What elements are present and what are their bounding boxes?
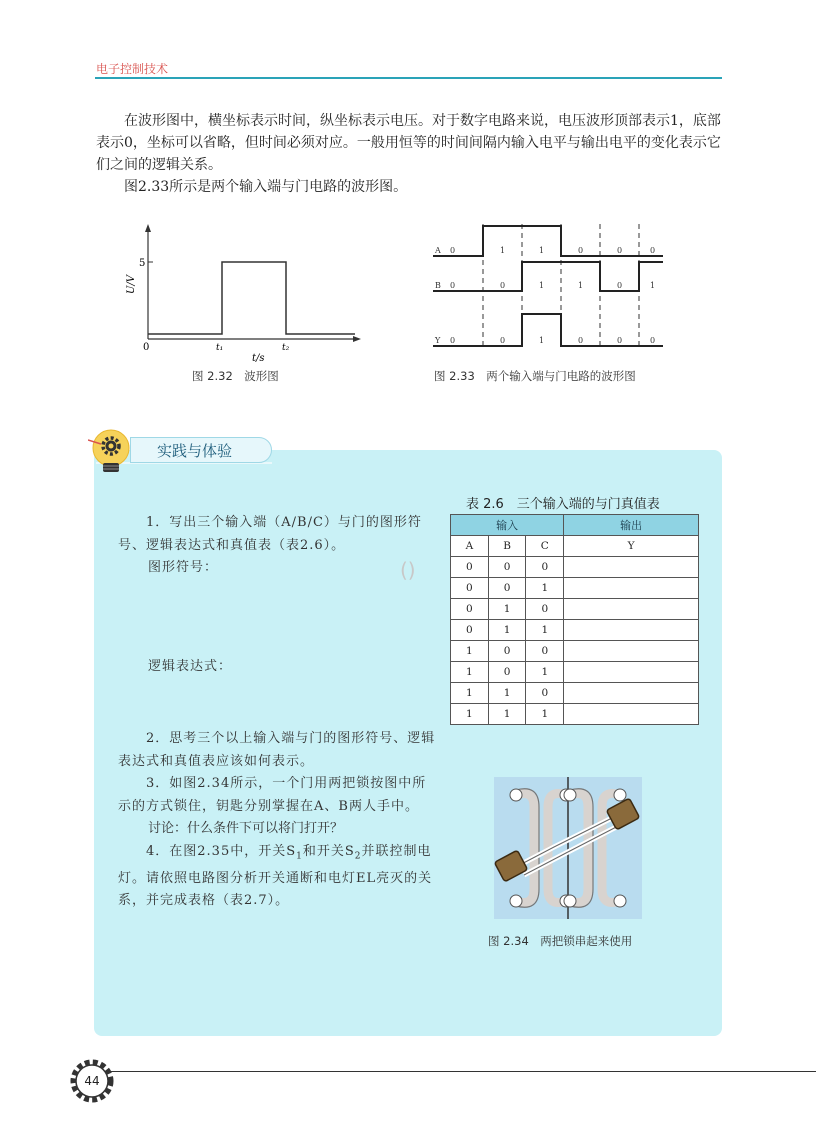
- cell: 1: [488, 683, 526, 704]
- Y-value-1: 0: [450, 336, 456, 345]
- footer-divider: [110, 1071, 816, 1072]
- A-value-3: 1: [539, 246, 545, 255]
- question-4: [118, 841, 436, 913]
- pulse-waveform: [148, 262, 355, 334]
- cell: 1: [451, 683, 489, 704]
- question-1: 1．写出三个输入端（A/B/C）与门的图形符号、逻辑表达式和真值表（表2.6）。: [118, 515, 422, 553]
- cell: 1: [451, 662, 489, 683]
- answer-placeholder-paren: (): [400, 558, 416, 582]
- intro-paragraph-1: 在波形图中，横坐标表示时间，纵坐标表示电压。对于数字电路来说，电压波形顶部表示1，底部表示0，坐标可以省略，但时间必须对应。一般用恒等的时间间隔内输入电平与输出电平的变化表示它们之间的逻辑关系。: [96, 113, 721, 173]
- answer-cell: [564, 641, 699, 662]
- signal-Y: [433, 314, 663, 346]
- table-row: [451, 599, 699, 620]
- answer-cell: [564, 557, 699, 578]
- table-row: [451, 557, 699, 578]
- figure-2-33-caption: 图 2.33 两个输入端与门电路的波形图: [434, 369, 636, 383]
- figure-2-32-waveform: [115, 222, 365, 364]
- A-value-4: 0: [578, 246, 584, 255]
- A-value-1: 0: [450, 246, 456, 255]
- Y-value-2: 0: [500, 336, 506, 345]
- cell: 1: [526, 620, 564, 641]
- answer-cell: [564, 578, 699, 599]
- practice-tab: 实践与体验: [130, 437, 272, 463]
- cell: 0: [451, 557, 489, 578]
- truth-table-column-header: [451, 536, 699, 557]
- table-row: [451, 641, 699, 662]
- label-A: A: [435, 246, 441, 255]
- A-value-6: 0: [650, 246, 656, 255]
- output-group-header: 输出: [564, 515, 699, 536]
- lightbulb-gear-icon: [88, 428, 134, 474]
- answer-cell: [564, 662, 699, 683]
- logic-expression-label: 逻辑表达式：: [148, 659, 233, 674]
- answer-cell: [564, 620, 699, 641]
- questions-2-4-block: [118, 728, 436, 913]
- y-tick-label: 5: [139, 258, 146, 269]
- cell: 1: [526, 704, 564, 725]
- figure-2-33-waveform: [430, 222, 666, 352]
- cell: 0: [526, 599, 564, 620]
- intro-text: [96, 110, 724, 198]
- col-Y: Y: [564, 536, 699, 557]
- x-axis-label: t/s: [252, 353, 265, 364]
- cell: 0: [488, 578, 526, 599]
- A-value-2: 1: [500, 246, 506, 255]
- Y-value-6: 0: [650, 336, 656, 345]
- running-header: 电子控制技术: [96, 62, 169, 76]
- y-axis-arrow: [145, 224, 151, 232]
- origin-label: 0: [143, 342, 150, 353]
- t1-label: t₁: [216, 343, 224, 353]
- cell: 1: [526, 578, 564, 599]
- cell: 1: [488, 599, 526, 620]
- figure-2-32-caption: 图 2.32 波形图: [192, 369, 279, 383]
- label-Y: Y: [435, 336, 441, 345]
- question-4-text-a: 4．在图2.35中，开关S: [146, 843, 297, 859]
- cell: 0: [488, 641, 526, 662]
- cell: 0: [526, 641, 564, 662]
- cell: 0: [488, 557, 526, 578]
- col-C: C: [526, 536, 564, 557]
- B-value-5: 0: [617, 281, 623, 290]
- question-1-block: [118, 512, 436, 580]
- header-divider: [95, 77, 722, 79]
- cell: 1: [451, 704, 489, 725]
- cell: 1: [451, 641, 489, 662]
- answer-cell: [564, 599, 699, 620]
- table-row: [451, 704, 699, 725]
- Y-value-5: 0: [617, 336, 623, 345]
- label-B: B: [435, 281, 441, 290]
- cell: 1: [526, 662, 564, 683]
- col-A: A: [451, 536, 489, 557]
- truth-table-title: 表 2.6 三个输入端的与门真值表: [466, 497, 660, 512]
- y-axis-label: U/V: [126, 274, 137, 294]
- signal-A: [433, 226, 663, 256]
- signal-B: [433, 262, 663, 291]
- cell: 1: [488, 704, 526, 725]
- figure-2-34-locks-illustration: [494, 777, 642, 919]
- B-value-3: 1: [539, 281, 545, 290]
- table-row: [451, 578, 699, 599]
- graphic-symbol-label: 图形符号：: [148, 560, 219, 575]
- cell: 1: [488, 620, 526, 641]
- cell: 0: [526, 683, 564, 704]
- question-4-text-b: 和开关S: [302, 843, 355, 859]
- t2-label: t₂: [282, 343, 290, 353]
- B-value-1: 0: [450, 281, 456, 290]
- truth-table: [450, 514, 699, 725]
- question-4-text-c: 并联控制电灯。请依照电路图分析开关通断和电灯EL亮灭的关系，并完成表格（表2.7）。: [118, 843, 433, 909]
- question-3-discussion: 讨论：什么条件下可以将门打开？: [148, 821, 344, 836]
- figure-2-34-caption: 图 2.34 两把锁串起来使用: [488, 934, 633, 948]
- cell: 0: [451, 599, 489, 620]
- s2-subscript: 2: [354, 851, 362, 862]
- truth-table-group-header: [451, 515, 699, 536]
- table-row: [451, 662, 699, 683]
- table-row: [451, 683, 699, 704]
- cell: 0: [526, 557, 564, 578]
- A-value-5: 0: [617, 246, 623, 255]
- B-value-4: 1: [578, 281, 584, 290]
- intro-paragraph-2: 图2.33所示是两个输入端与门电路的波形图。: [124, 179, 408, 195]
- input-group-header: 输入: [451, 515, 564, 536]
- answer-cell: [564, 683, 699, 704]
- s1-subscript: 1: [296, 851, 303, 862]
- x-axis-arrow: [353, 336, 361, 342]
- table-row: [451, 620, 699, 641]
- question-2: 2．思考三个以上输入端与门的图形符号、逻辑表达式和真值表应该如何表示。: [118, 731, 436, 769]
- cell: 0: [488, 662, 526, 683]
- answer-cell: [564, 704, 699, 725]
- cell: 0: [451, 620, 489, 641]
- Y-value-4: 0: [578, 336, 584, 345]
- B-value-6: 1: [650, 281, 656, 290]
- col-B: B: [488, 536, 526, 557]
- cell: 0: [451, 578, 489, 599]
- B-value-2: 0: [500, 281, 506, 290]
- page-number: 44: [84, 1074, 100, 1088]
- Y-value-3: 1: [539, 336, 545, 345]
- question-3: 3．如图2.34所示，一个门用两把锁按图中所示的方式锁住，钥匙分别掌握在A、B两人手中。: [118, 776, 427, 814]
